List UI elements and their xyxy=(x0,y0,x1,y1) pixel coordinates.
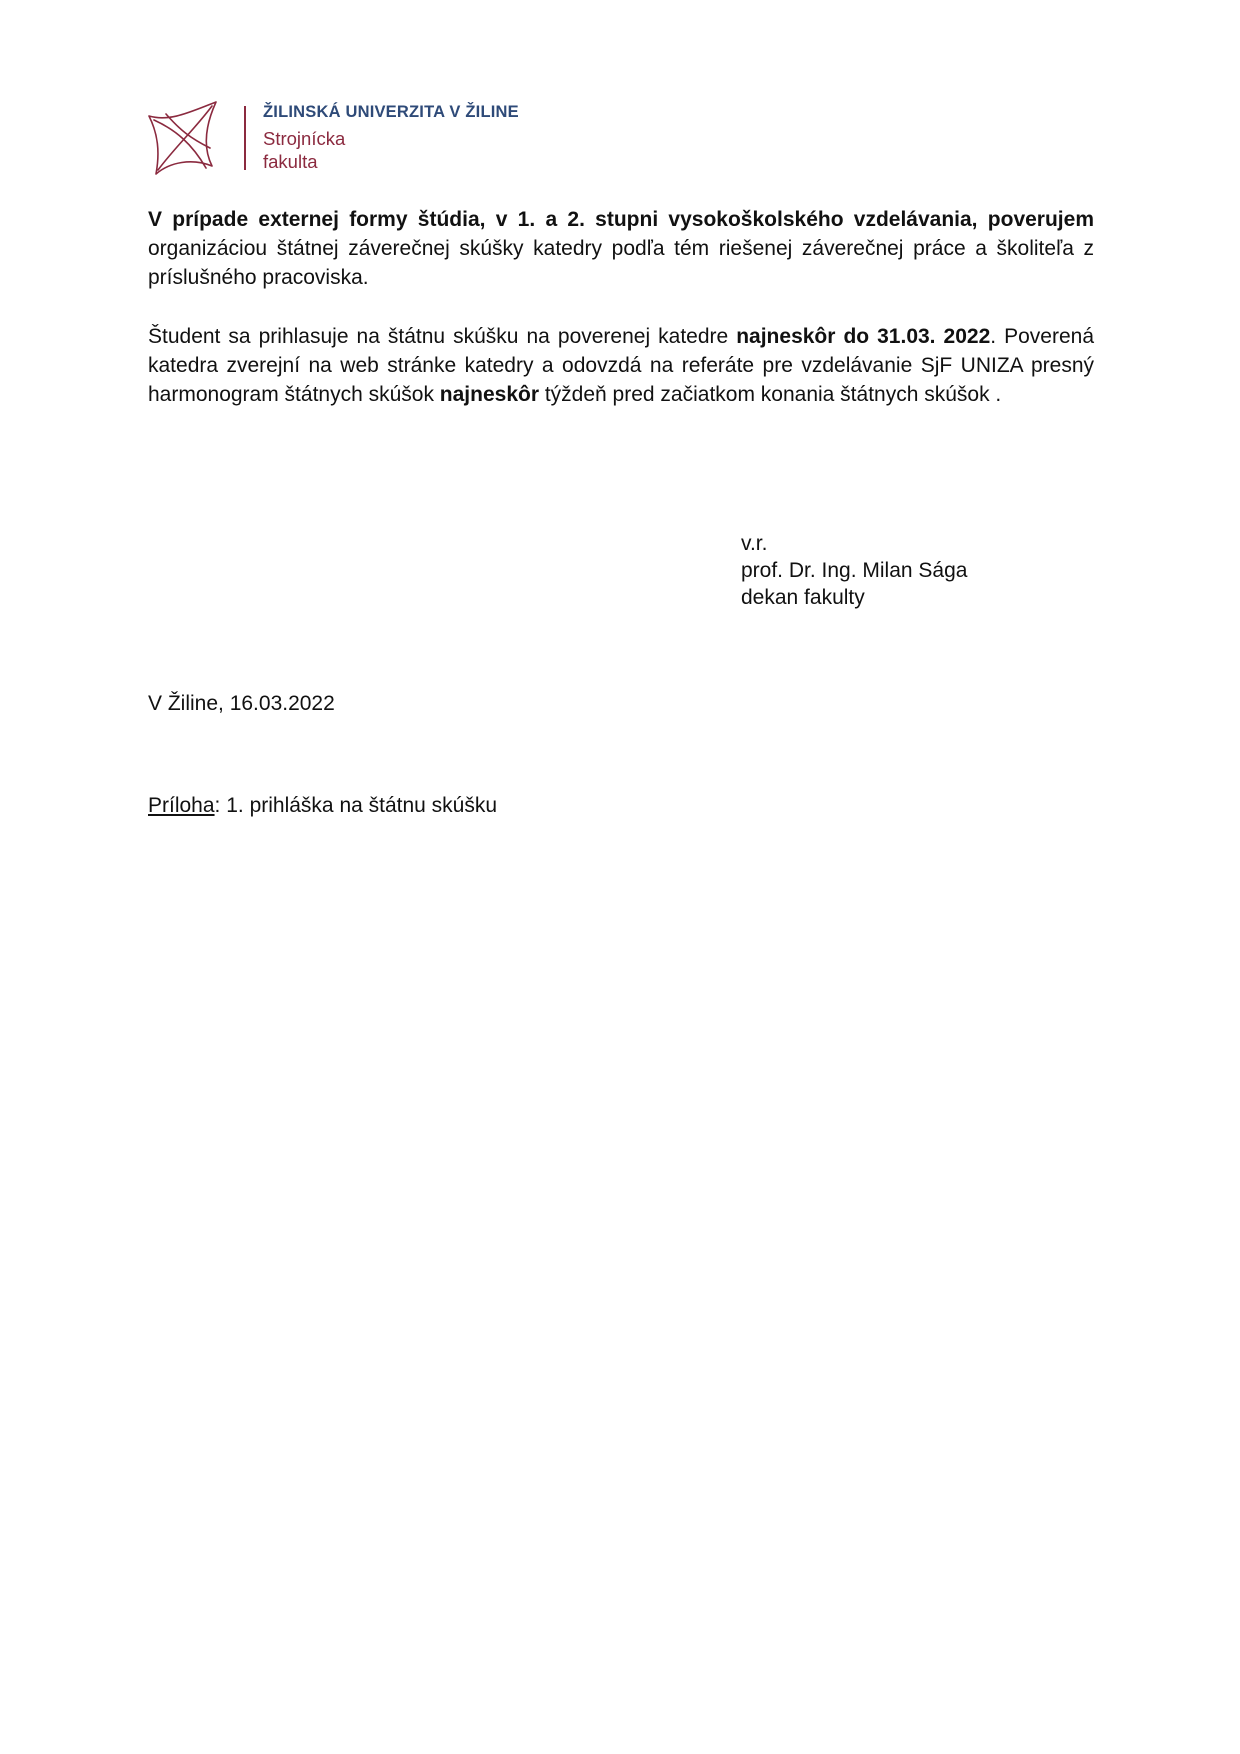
faculty-name-line1: Strojnícka xyxy=(263,127,346,149)
faculty-name-line2: fakulta xyxy=(263,150,318,172)
signatory-role: dekan fakulty xyxy=(741,586,865,609)
university-name: ŽILINSKÁ UNIVERZITA V ŽILINE xyxy=(263,103,519,121)
logo-divider xyxy=(244,106,246,170)
paragraph-registration-text-c: týždeň pred začiatkom konania štátnych skúšok . xyxy=(539,383,1002,406)
paragraph-registration-text-b: . Poverená katedra zverejní na web stránke katedry a odovzdá na referáte pre vzdelávanie SjF UNIZA presný harmonogram štátnych skúšok xyxy=(148,325,1095,406)
signature-vr: v.r. xyxy=(741,532,768,555)
star-curve-logo-icon xyxy=(146,100,222,176)
attachment-label: Príloha xyxy=(148,794,215,817)
signatory-name: prof. Dr. Ing. Milan Sága xyxy=(741,559,968,582)
registration-latest: najneskôr xyxy=(439,383,540,406)
attachment-separator: : xyxy=(214,794,221,817)
registration-deadline: najneskôr do 31.03. 2022 xyxy=(736,325,991,348)
attachment-line xyxy=(148,791,497,820)
logo-text xyxy=(263,104,519,173)
paragraph-registration xyxy=(148,322,1094,409)
paragraph-registration-text-a: Študent sa prihlasuje na štátnu skúšku na poverenej katedre xyxy=(148,325,737,348)
paragraph-delegation-bold-lead: V prípade externej formy štúdia, v 1. a 2. stupni vysokoškolského vzdelávania, xyxy=(148,208,978,231)
paragraph-delegation-bold-verb: poverujem xyxy=(987,208,1094,231)
signature-block xyxy=(741,530,967,611)
paragraph-delegation xyxy=(148,205,1094,292)
paragraph-delegation-text: organizáciou štátnej záverečnej skúšky katedry podľa tém riešenej záverečnej práce a školiteľa z príslušného pracoviska. xyxy=(148,237,1094,289)
place-date: V Žiline, 16.03.2022 xyxy=(148,692,335,715)
attachment-text: 1. prihláška na štátnu skúšku xyxy=(220,794,498,817)
